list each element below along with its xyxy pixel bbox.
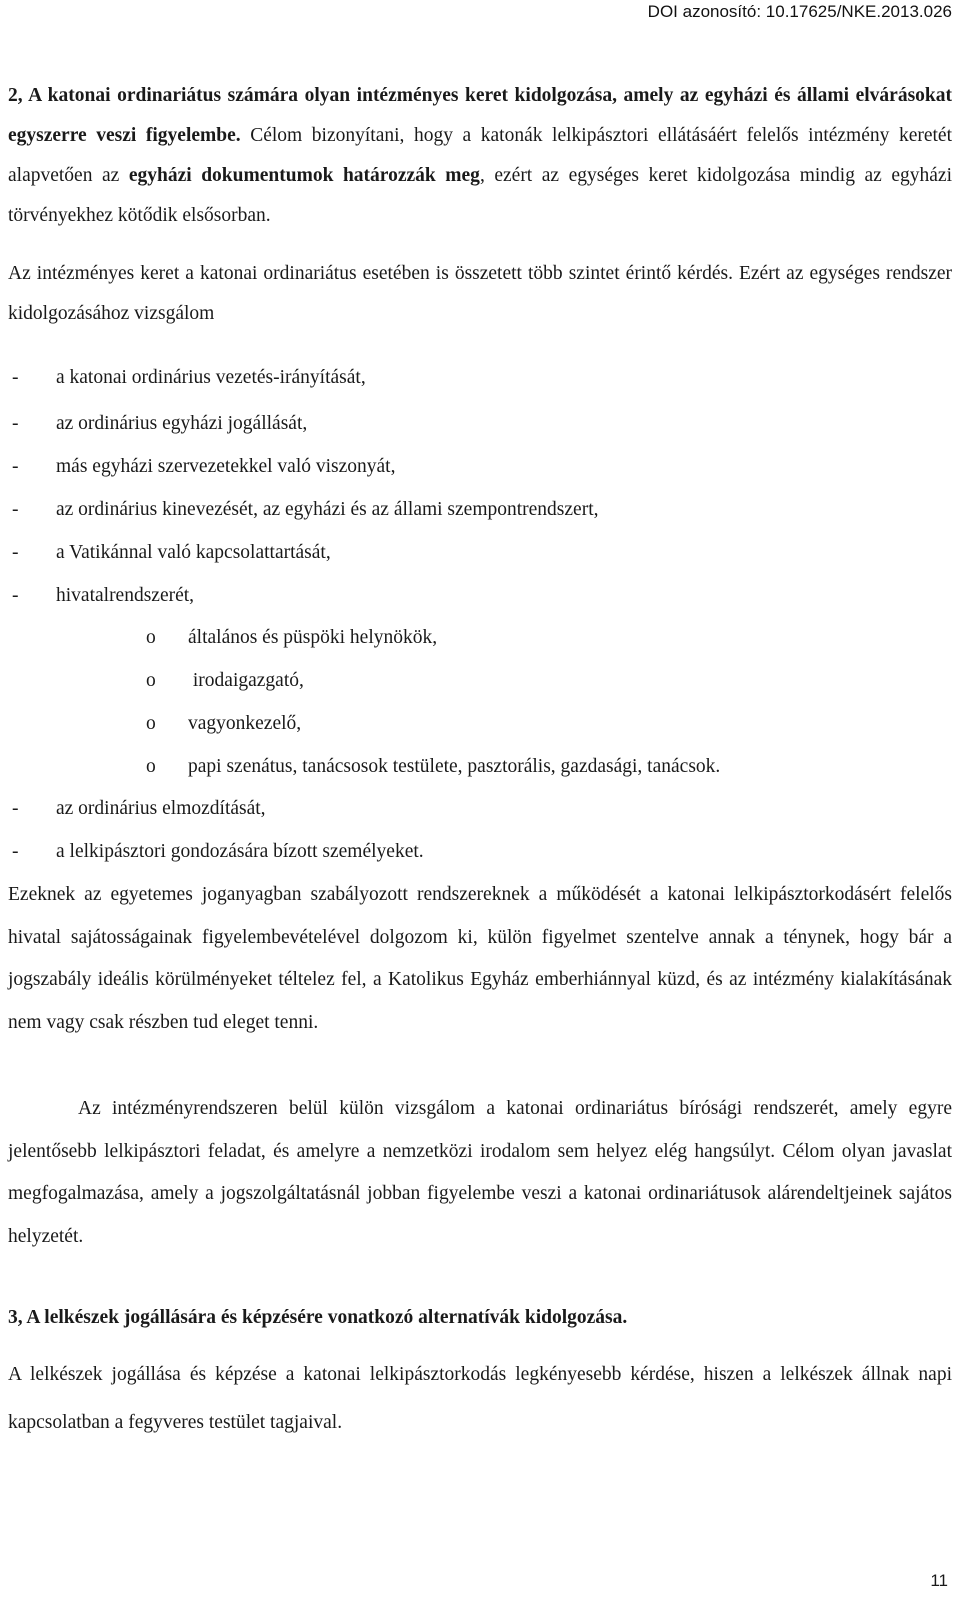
dash-marker: - <box>12 798 19 819</box>
sub-list-item-text: papi szenátus, tanácsosok testülete, pasztorális, gazdasági, tanácsok. <box>188 756 721 777</box>
section-2-text-bold: egyházi dokumentumok határozzák meg <box>128 165 480 186</box>
dash-marker: - <box>12 585 19 606</box>
doi-header: DOI azonosító: 10.17625/NKE.2013.026 <box>647 2 952 21</box>
list-item <box>8 832 424 872</box>
list-item <box>8 358 366 398</box>
list-item <box>8 789 266 829</box>
section-2-heading: 2, A katonai ordinariátus számára olyan intézményes keret kidolgozása, amely az egyházi és állami elvárásokat egyszerre veszi figyelembe. <box>8 85 952 146</box>
section-3-heading: 3, A lelkészek jogállására és képzésére vonatkozó alternatívák kidolgozása. <box>8 1307 628 1328</box>
list-item <box>8 447 395 487</box>
dash-marker: - <box>12 456 19 477</box>
dash-marker: - <box>12 413 19 434</box>
list-item <box>8 533 331 573</box>
dash-marker: - <box>12 499 19 520</box>
section-2-paragraph-4: Az intézményrendszeren belül külön vizsgálom a katonai ordinariátus bírósági rendszerét, amely egyre jelentősebb lelkipásztori feladat, és amelyre a nemzetközi irodalom sem helyez elég hangsúlyt. Célom olyan javaslat megfogalmazása, amely a jogszolgáltatásnál jobban figyelembe veszi a katonai ordinariátusok alárendeltjeinek sajátos helyzetét. <box>8 1098 952 1247</box>
sub-list-item <box>146 747 720 787</box>
dash-marker: - <box>12 542 19 563</box>
sub-list-item-text: általános és püspöki helynökök, <box>188 627 438 648</box>
list-item-text: az ordinárius elmozdítását, <box>56 798 266 819</box>
circle-bullet-icon: o <box>146 713 156 734</box>
section-2-paragraph-3: Ezeknek az egyetemes joganyagban szabályozott rendszereknek a működését a katonai lelkipásztorkodásért felelős hivatal sajátosságainak figyelembevételével dolgozom ki, külön figyelmet szentelve annak a ténynek, hogy bár a jogszabály ideális körülményeket téltelez fel, a Katolikus Egyház emberhiánnyal küzd, és az intézmény kialakításának nem vagy csak részben tud eleget tenni. <box>8 884 952 1033</box>
section-2-text-b: , ezért az egységes keret kidolgozása mindig az egyházi törvényekhez kötődik elsősorban. <box>8 165 952 226</box>
circle-bullet-icon: o <box>146 756 156 777</box>
section-2-intro <box>8 76 952 236</box>
list-item <box>8 576 194 616</box>
circle-bullet-icon: o <box>146 670 156 691</box>
list-item <box>8 404 307 444</box>
list-item <box>8 490 599 530</box>
section-2-paragraph-2: Az intézményes keret a katonai ordinariátus esetében is összetett több szintet érintő kérdés. Ezért az egységes rendszer kidolgozásához vizsgálom <box>8 263 952 324</box>
sub-list-item <box>146 618 437 658</box>
dash-marker: - <box>12 367 19 388</box>
sub-list-item <box>146 661 304 701</box>
list-item-text: a lelkipásztori gondozására bízott személyeket. <box>56 841 424 862</box>
section-2-text-a: Célom bizonyítani, hogy a katonák lelkipásztori ellátásáért felelős intézmény keretét alapvetően az <box>8 125 952 186</box>
list-item-text: más egyházi szervezetekkel való viszonyát, <box>56 456 396 477</box>
sub-list-item <box>146 704 301 744</box>
list-item-text: hivatalrendszerét, <box>56 585 195 606</box>
list-item-text: a katonai ordinárius vezetés-irányítását, <box>56 367 366 388</box>
sub-list-item-text: irodaigazgató, <box>188 670 304 691</box>
section-3-paragraph-1: A lelkészek jogállása és képzése a katonai lelkipásztorkodás legkényesebb kérdése, hiszen a lelkészek állnak napi kapcsolatban a fegyveres testület tagjaival. <box>8 1364 952 1433</box>
sub-list-item-text: vagyonkezelő, <box>188 713 302 734</box>
list-item-text: a Vatikánnal való kapcsolattartását, <box>56 542 331 563</box>
circle-bullet-icon: o <box>146 627 156 648</box>
dash-marker: - <box>12 841 19 862</box>
page-number: 11 <box>930 1571 948 1590</box>
list-item-text: az ordinárius kinevezését, az egyházi és az állami szempontrendszert, <box>56 499 599 520</box>
list-item-text: az ordinárius egyházi jogállását, <box>56 413 308 434</box>
